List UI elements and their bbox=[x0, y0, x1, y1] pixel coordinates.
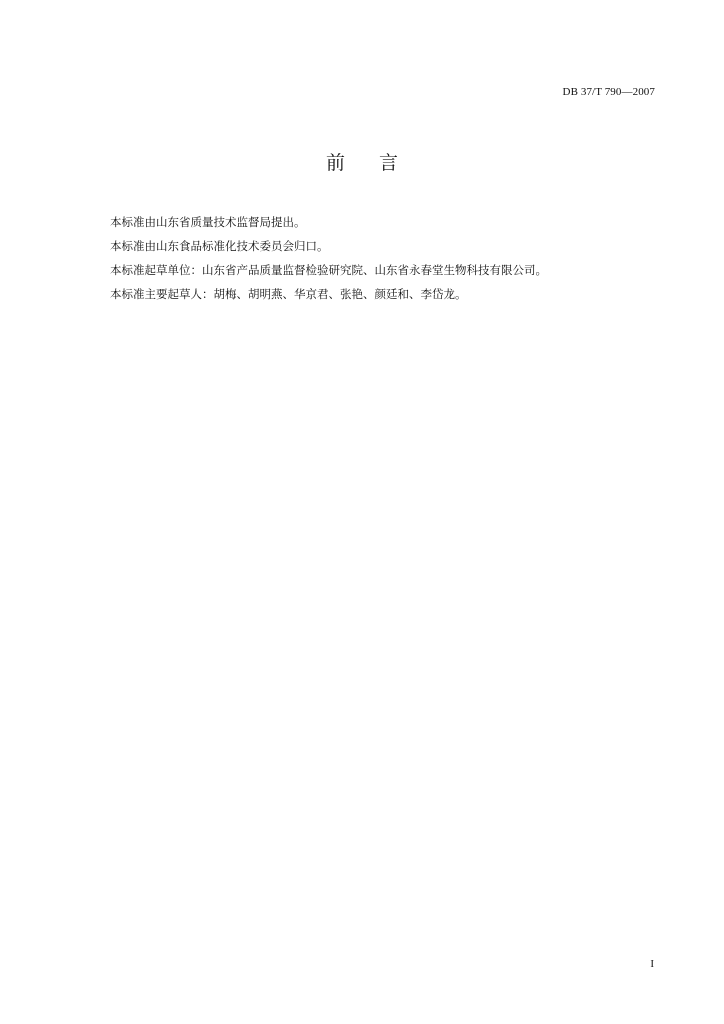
foreword-line-proposer: 本标准由山东省质量技术监督局提出。 bbox=[110, 215, 306, 229]
foreword-body bbox=[110, 210, 670, 306]
page-title bbox=[0, 148, 724, 175]
foreword-line-committee: 本标准由山东食品标准化技术委员会归口。 bbox=[110, 239, 329, 253]
foreword-line-drafters: 本标准主要起草人：胡梅、胡明燕、华京君、张艳、颜廷和、李岱龙。 bbox=[110, 287, 467, 301]
title-char-1: 前 bbox=[325, 152, 345, 174]
page-number: I bbox=[650, 958, 654, 970]
standard-code: DB 37/T 790—2007 bbox=[562, 86, 655, 98]
foreword-line-drafting-units: 本标准起草单位：山东省产品质量监督检验研究院、山东省永春堂生物科技有限公司。 bbox=[110, 263, 547, 277]
title-char-2: 言 bbox=[379, 152, 399, 174]
